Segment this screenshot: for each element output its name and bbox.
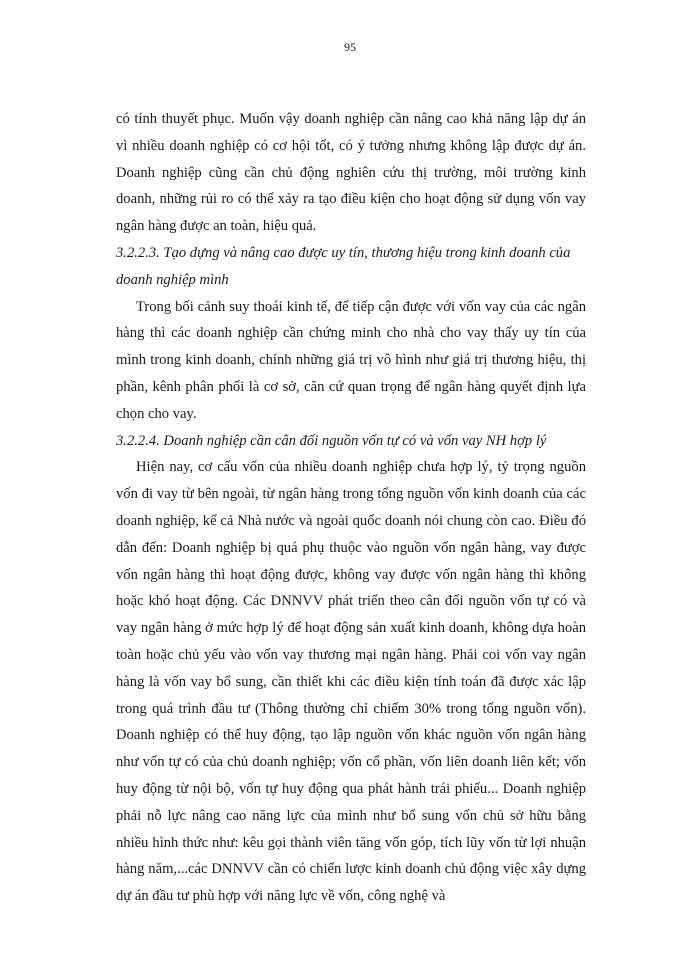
paragraph-project-capability: có tính thuyết phục. Muốn vậy doanh nghiệp cần nâng cao khả năng lập dự án vì nhiều doanh nghiệp có cơ hội tốt, có ý tưởng nhưng không lập được dự án. Doanh nghiệp cũng cần chủ động nghiên cứu thị trường, môi trường kinh doanh, những rủi ro có thể xảy ra tạo điều kiện cho hoạt động sử dụng vốn vay ngân hàng được an toàn, hiệu quả.	[116, 111, 586, 235]
section-heading-3-2-2-3: 3.2.2.3. Tạo dựng và nâng cao được uy tín, thương hiệu trong kinh doanh của doanh nghiệp mình	[116, 244, 571, 288]
section-heading-3-2-2-4: 3.2.2.4. Doanh nghiệp cần cân đối nguồn vốn tự có và vốn vay NH hợp lý	[116, 432, 547, 449]
paragraph-reputation: Trong bối cảnh suy thoái kinh tế, để tiếp cận được với vốn vay của các ngân hàng thì các doanh nghiệp cần chứng minh cho nhà cho vay thấy uy tín của mình trong kinh doanh, chính những giá trị vô hình như giá trị thương hiệu, thị phần, kênh phân phối là cơ sở, căn cứ quan trọng để ngân hàng quyết định lựa chọn cho vay.	[116, 298, 586, 422]
paragraph-capital-structure: Hiện nay, cơ cấu vốn của nhiều doanh nghiệp chưa hợp lý, tỷ trọng nguồn vốn đi vay từ bên ngoài, từ ngân hàng trong tổng nguồn vốn kinh doanh của các doanh nghiệp, kể cả Nhà nước và ngoài quốc doanh nói chung còn cao. Điều đó dẫn đến: Doanh nghiệp bị quá phụ thuộc vào nguồn vốn ngân hàng, vay được vốn ngân hàng thì hoạt động được, không vay được vốn ngân hàng thì không hoặc khó hoạt động. Các DNNVV phát triển theo cân đối nguồn vốn tự có và vay ngân hàng ở mức hợp lý để hoạt động sản xuất kinh doanh, không dựa hoàn toàn hoặc chủ yếu vào vốn vay thương mại ngân hàng. Phải coi vốn vay ngân hàng là vốn vay bổ sung, cần thiết khi các điều kiện tính toán đã được xác lập trong quá trình đầu tư (Thông thường chỉ chiếm 30% trong tổng nguồn vốn). Doanh nghiệp có thể huy động, tạo lập nguồn vốn khác nguồn vốn ngân hàng như vốn tự có của chủ doanh nghiệp; vốn cổ phần, vốn liên doanh liên kết; vốn huy động từ nội bộ, vốn tự huy động qua phát hành trái phiếu... Doanh nghiệp phải nỗ lực nâng cao năng lực của mình như bổ sung vốn chủ sở hữu bằng nhiều hình thức như: kêu gọi thành viên tăng vốn góp, tích lũy vốn từ lợi nhuận hàng năm,...các DNNVV cần có chiến lược kinh doanh chủ động việc xây dựng dự án đầu tư phù hợp với năng lực về vốn, công nghệ và	[116, 459, 586, 905]
page-number: 95	[344, 40, 356, 54]
document-body	[116, 106, 586, 910]
